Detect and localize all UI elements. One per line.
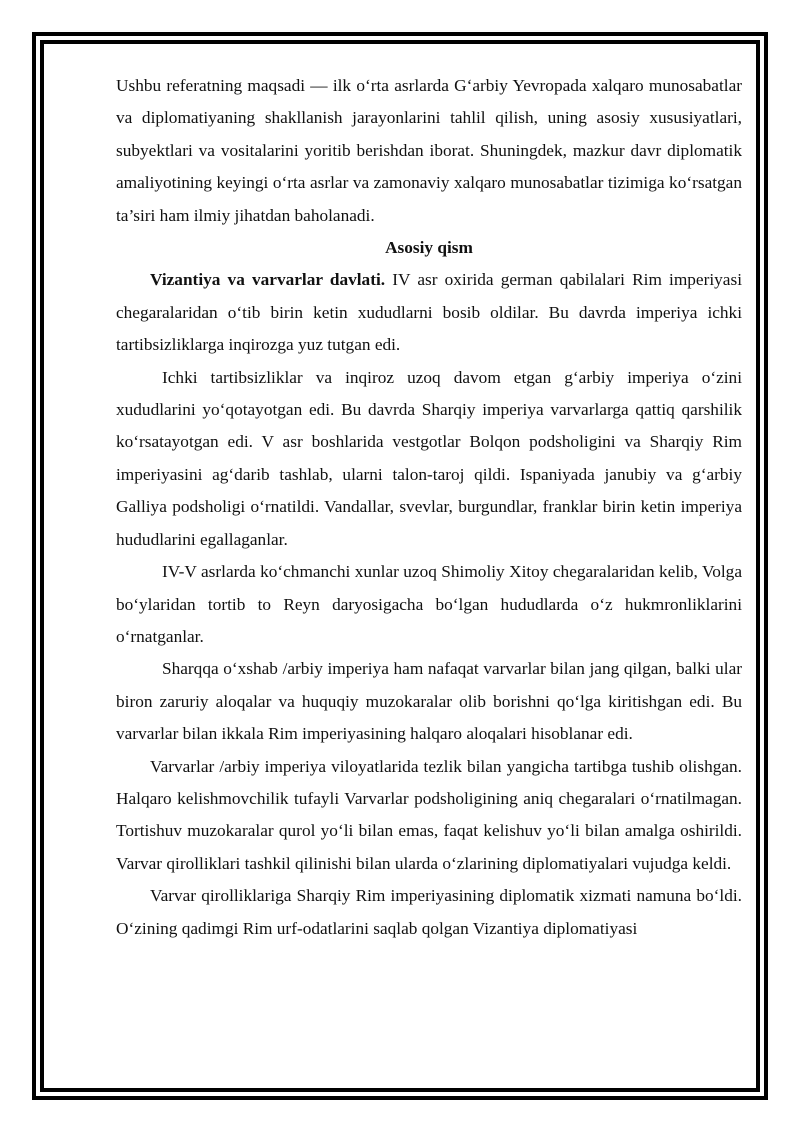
intro-paragraph: Ushbu referatning maqsadi — ilk o‘rta asrlarda G‘arbiy Yevropada xalqaro munosabatlar va diplomatiyaning shakllanish jarayonlarini tahlil qilish, uning asosiy xususiyatlari, subyektlari va vositalarini yoritib berishdan iborat. Shuningdek, mazkur davr diplomatik amaliyotining keyingi o‘rta asrlar va zamonaviy xalqaro munosabatlar tizimiga ko‘rsatgan ta’siri ham ilmiy jihatdan baholanadi. [116,76,742,225]
paragraph-ichki: Ichki tartibsizliklar va inqiroz uzoq davom etgan g‘arbiy imperiya o‘zini xududlarini yo‘qotayotgan edi. Bu davrda Sharqiy imperiya varvarlarga qattiq qarshilik ko‘rsatayotgan edi. V asr boshlarida vestgotlar Bolqon podsholigini va Sharqiy Rim imperiyasini ag‘darib tashlab, ularni talon-taroj qildi. Ispaniyada janubiy va g‘arbiy Galliya podsholigi o‘rnatildi. Vandallar, svevlar, burgundlar, franklar birin ketin imperiya hududlarini egallaganlar. [116,367,742,549]
document-body [116,70,742,945]
paragraph-sharqqa: Sharqqa o‘xshab /arbiy imperiya ham nafaqat varvarlar bilan jang qilgan, balki ular biron zaruriy aloqalar va huquqiy muzokaralar olib borishni qo‘lga kiritishgan edi. Bu varvarlar bilan ikkala Rim imperiyasining halqaro aloqalari hisoblanar edi. [116,659,742,744]
section-heading: Asosiy qism [385,238,473,258]
paragraph-vizantiya-title: Vizantiya va varvarlar davlati. [150,270,386,290]
paragraph-vizantiya [116,264,742,361]
paragraph-qirolliklar: Varvar qirolliklariga Sharqiy Rim imperiyasining diplomatik xizmati namuna bo‘ldi. O‘zining qadimgi Rim urf-odatlarini saqlab qolgan Vizantiya diplomatiyasi [116,886,742,938]
paragraph-xunlar: IV-V asrlarda ko‘chmanchi xunlar uzoq Shimoliy Xitoy chegaralaridan kelib, Volga bo‘ylaridan tortib to Reyn daryosigacha bo‘lgan hududlarda o‘z hukmronliklarini o‘rnatganlar. [116,562,742,646]
paragraph-vizantiya-text: IV asr oxirida german qabilalari Rim imperiyasi chegaralaridan o‘tib birin ketin xududlarni bosib oldilar. Bu davrda imperiya ichki tartibsizliklarga inqirozga yuz tutgan edi. [116,270,742,355]
paragraph-varvarlar: Varvarlar /arbiy imperiya viloyatlarida tezlik bilan yangicha tartibga tushib olishgan. Halqaro kelishmovchilik tufayli Varvarlar podsholigining aniq chegaralari o‘rnatilmagan. Tortishuv muzokaralar qurol yo‘li bilan emas, faqat kelishuv yo‘li bilan amalga oshirildi. Varvar qirolliklari tashkil qilinishi bilan ularda o‘zlarining diplomatiyalari vujudga keldi. [116,756,742,873]
